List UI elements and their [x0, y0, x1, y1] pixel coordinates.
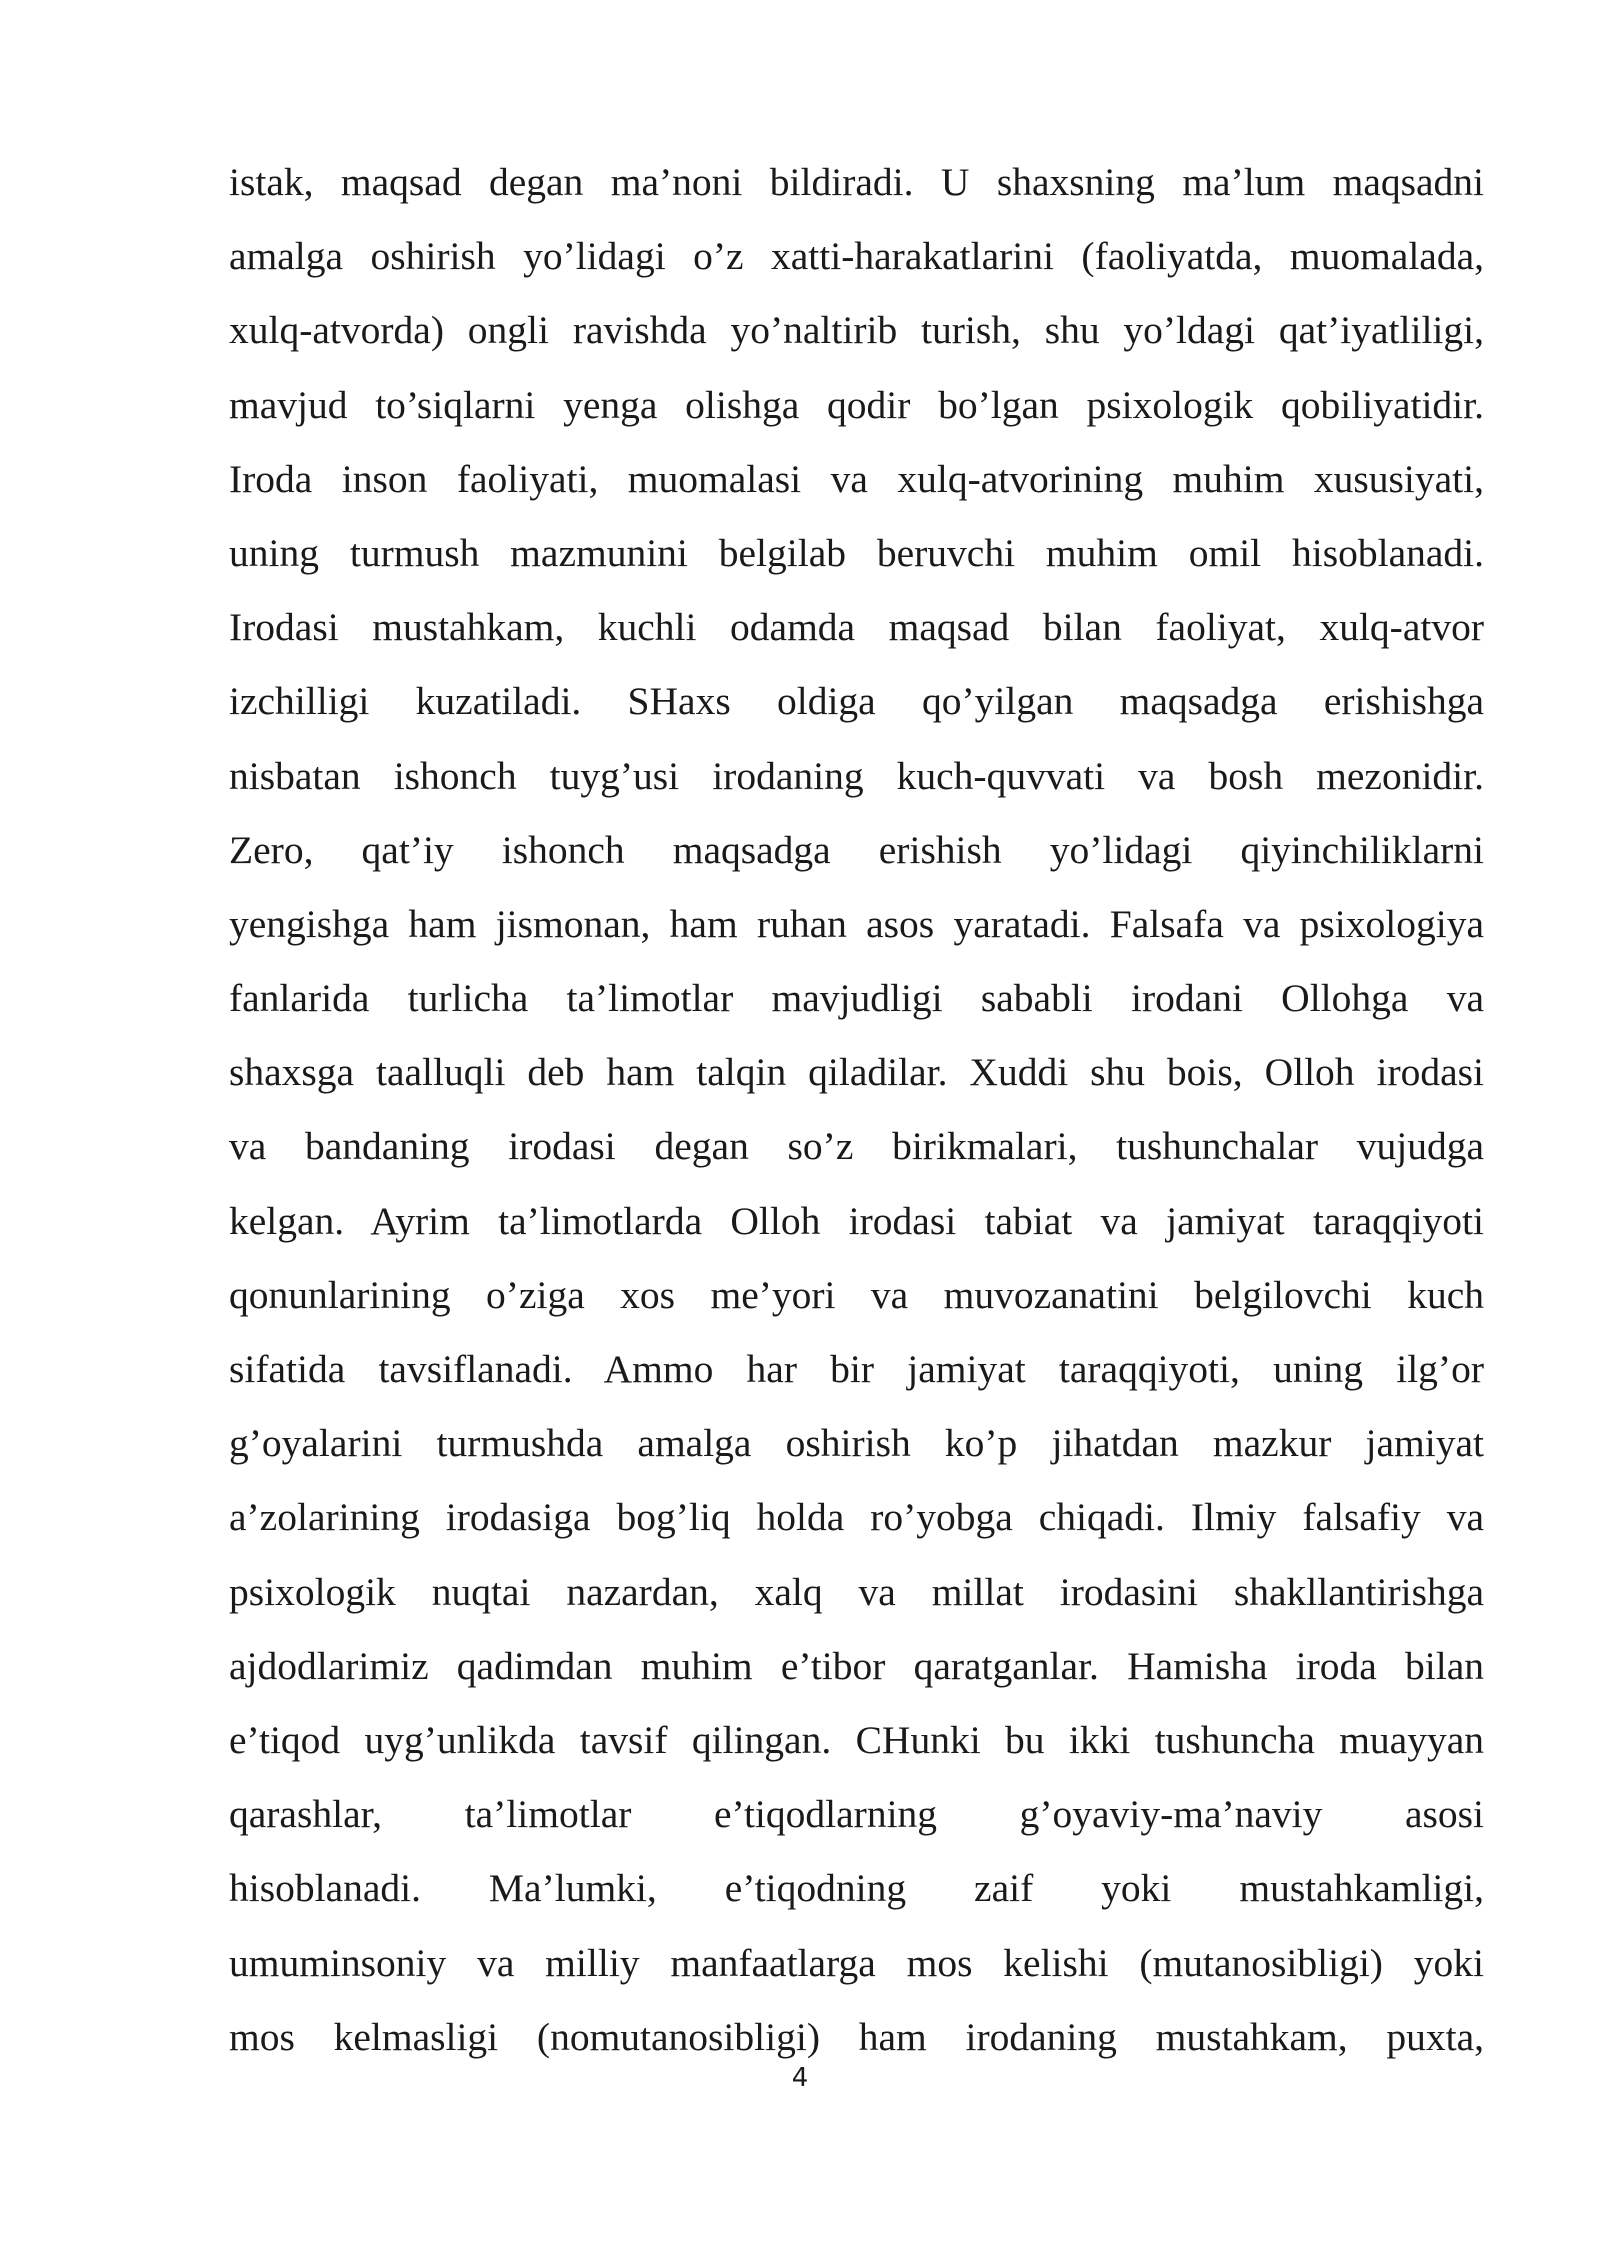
text-line: mavjud to’siqlarni yenga olishga qodir bo’lgan psixologik qobiliyatidir. [229, 382, 1484, 427]
body-text [229, 145, 1484, 2074]
text-line: Zero, qat’iy ishonch maqsadga erishish yo’lidagi qiyinchiliklarni [229, 827, 1484, 872]
text-line: mos kelmasligi (nomutanosibligi) ham irodaning mustahkam, puxta, [229, 2014, 1484, 2059]
text-line: qarashlar, ta’limotlar e’tiqodlarning g’oyaviy-ma’naviy asosi [229, 1792, 1484, 1837]
text-line: kelgan. Ayrim ta’limotlarda Olloh irodasi tabiat va jamiyat taraqqiyoti [229, 1198, 1484, 1243]
text-line: g’oyalarini turmushda amalga oshirish ko’p jihatdan mazkur jamiyat [229, 1421, 1484, 1466]
text-line: hisoblanadi. Ma’lumki, e’tiqodning zaif yoki mustahkamligi, [229, 1866, 1484, 1911]
text-line: fanlarida turlicha ta’limotlar mavjudligi sababli irodani Ollohga va [229, 976, 1484, 1021]
text-line: istak, maqsad degan ma’noni bildiradi. U shaxsning ma’lum maqsadni [229, 160, 1484, 204]
text-line: psixologik nuqtai nazardan, xalq va millat irodasini shakllantirishga [229, 1569, 1484, 1614]
text-line: e’tiqod uyg’unlikda tavsif qilingan. CHunki bu ikki tushuncha muayyan [229, 1717, 1484, 1762]
text-line: shaxsga taalluqli deb ham talqin qiladilar. Xuddi shu bois, Olloh irodasi [229, 1050, 1484, 1095]
text-line: nisbatan ishonch tuyg’usi irodaning kuch-quvvati va bosh mezonidir. [229, 753, 1484, 798]
text-line: Iroda inson faoliyati, muomalasi va xulq-atvorining muhim xususiyati, [229, 456, 1484, 501]
page-number: 4 [791, 2063, 809, 2093]
text-line: a’zolarining irodasiga bog’liq holda ro’yobga chiqadi. Ilmiy falsafiy va [229, 1495, 1484, 1540]
text-line: Irodasi mustahkam, kuchli odamda maqsad bilan faoliyat, xulq-atvor [229, 605, 1484, 650]
text-line: uning turmush mazmunini belgilab beruvchi muhim omil hisoblanadi. [229, 530, 1484, 575]
text-line: ajdodlarimiz qadimdan muhim e’tibor qaratganlar. Hamisha iroda bilan [229, 1643, 1484, 1688]
text-line: sifatida tavsiflanadi. Ammo har bir jamiyat taraqqiyoti, uning ilg’or [229, 1347, 1484, 1391]
text-line: va bandaning irodasi degan so’z birikmalari, tushunchalar vujudga [229, 1124, 1484, 1169]
text-line: xulq-atvorda) ongli ravishda yo’naltirib turish, shu yo’ldagi qat’iyatliligi, [229, 308, 1484, 353]
text-line: yengishga ham jismonan, ham ruhan asos yaratadi. Falsafa va psixologiya [229, 901, 1484, 946]
text-line: izchilligi kuzatiladi. SHaxs oldiga qo’yilgan maqsadga erishishga [229, 679, 1484, 724]
text-line: amalga oshirish yo’lidagi o’z xatti-harakatlarini (faoliyatda, muomalada, [229, 234, 1484, 279]
text-line: umuminsoniy va milliy manfaatlarga mos kelishi (mutanosibligi) yoki [229, 1940, 1484, 1985]
text-line: qonunlarining o’ziga xos me’yori va muvozanatini belgilovchi kuch [229, 1272, 1484, 1317]
